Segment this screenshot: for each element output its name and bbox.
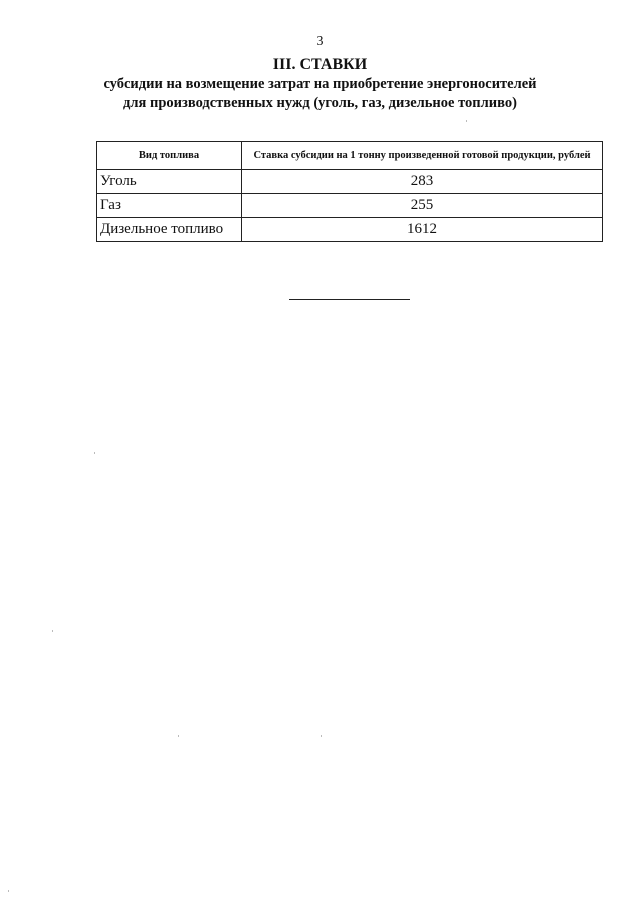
scan-speck: [466, 120, 467, 122]
rate-cell: 283: [242, 170, 603, 194]
subtitle-line-1: субсидии на возмещение затрат на приобретение энергоносителей: [103, 76, 537, 92]
table-row: [97, 194, 603, 218]
section-title: III. СТАВКИ: [272, 56, 368, 73]
table-header-row: [97, 142, 603, 170]
table-row: [97, 218, 603, 242]
fuel-type-cell: Уголь: [97, 170, 242, 194]
column-header-fuel-type: Вид топлива: [97, 142, 242, 170]
rate-cell: 1612: [242, 218, 603, 242]
table-row: [97, 170, 603, 194]
page-number: 3: [316, 34, 324, 49]
subtitle-line-2: для производственных нужд (уголь, газ, дизельное топливо): [123, 95, 517, 111]
subsidy-rates-table: [96, 141, 603, 242]
fuel-type-cell: Дизельное топливо: [97, 218, 242, 242]
rate-cell: 255: [242, 194, 603, 218]
document-heading: [0, 55, 640, 113]
fuel-type-cell: Газ: [97, 194, 242, 218]
scan-speck: [8, 890, 9, 892]
scan-speck: [52, 630, 53, 632]
column-header-rate: Ставка субсидии на 1 тонну произведенной готовой продукции, рублей: [242, 142, 603, 170]
scan-speck: [94, 452, 95, 454]
end-of-table-divider: [289, 299, 410, 300]
scan-speck: [321, 735, 322, 737]
scan-speck: [178, 735, 179, 737]
